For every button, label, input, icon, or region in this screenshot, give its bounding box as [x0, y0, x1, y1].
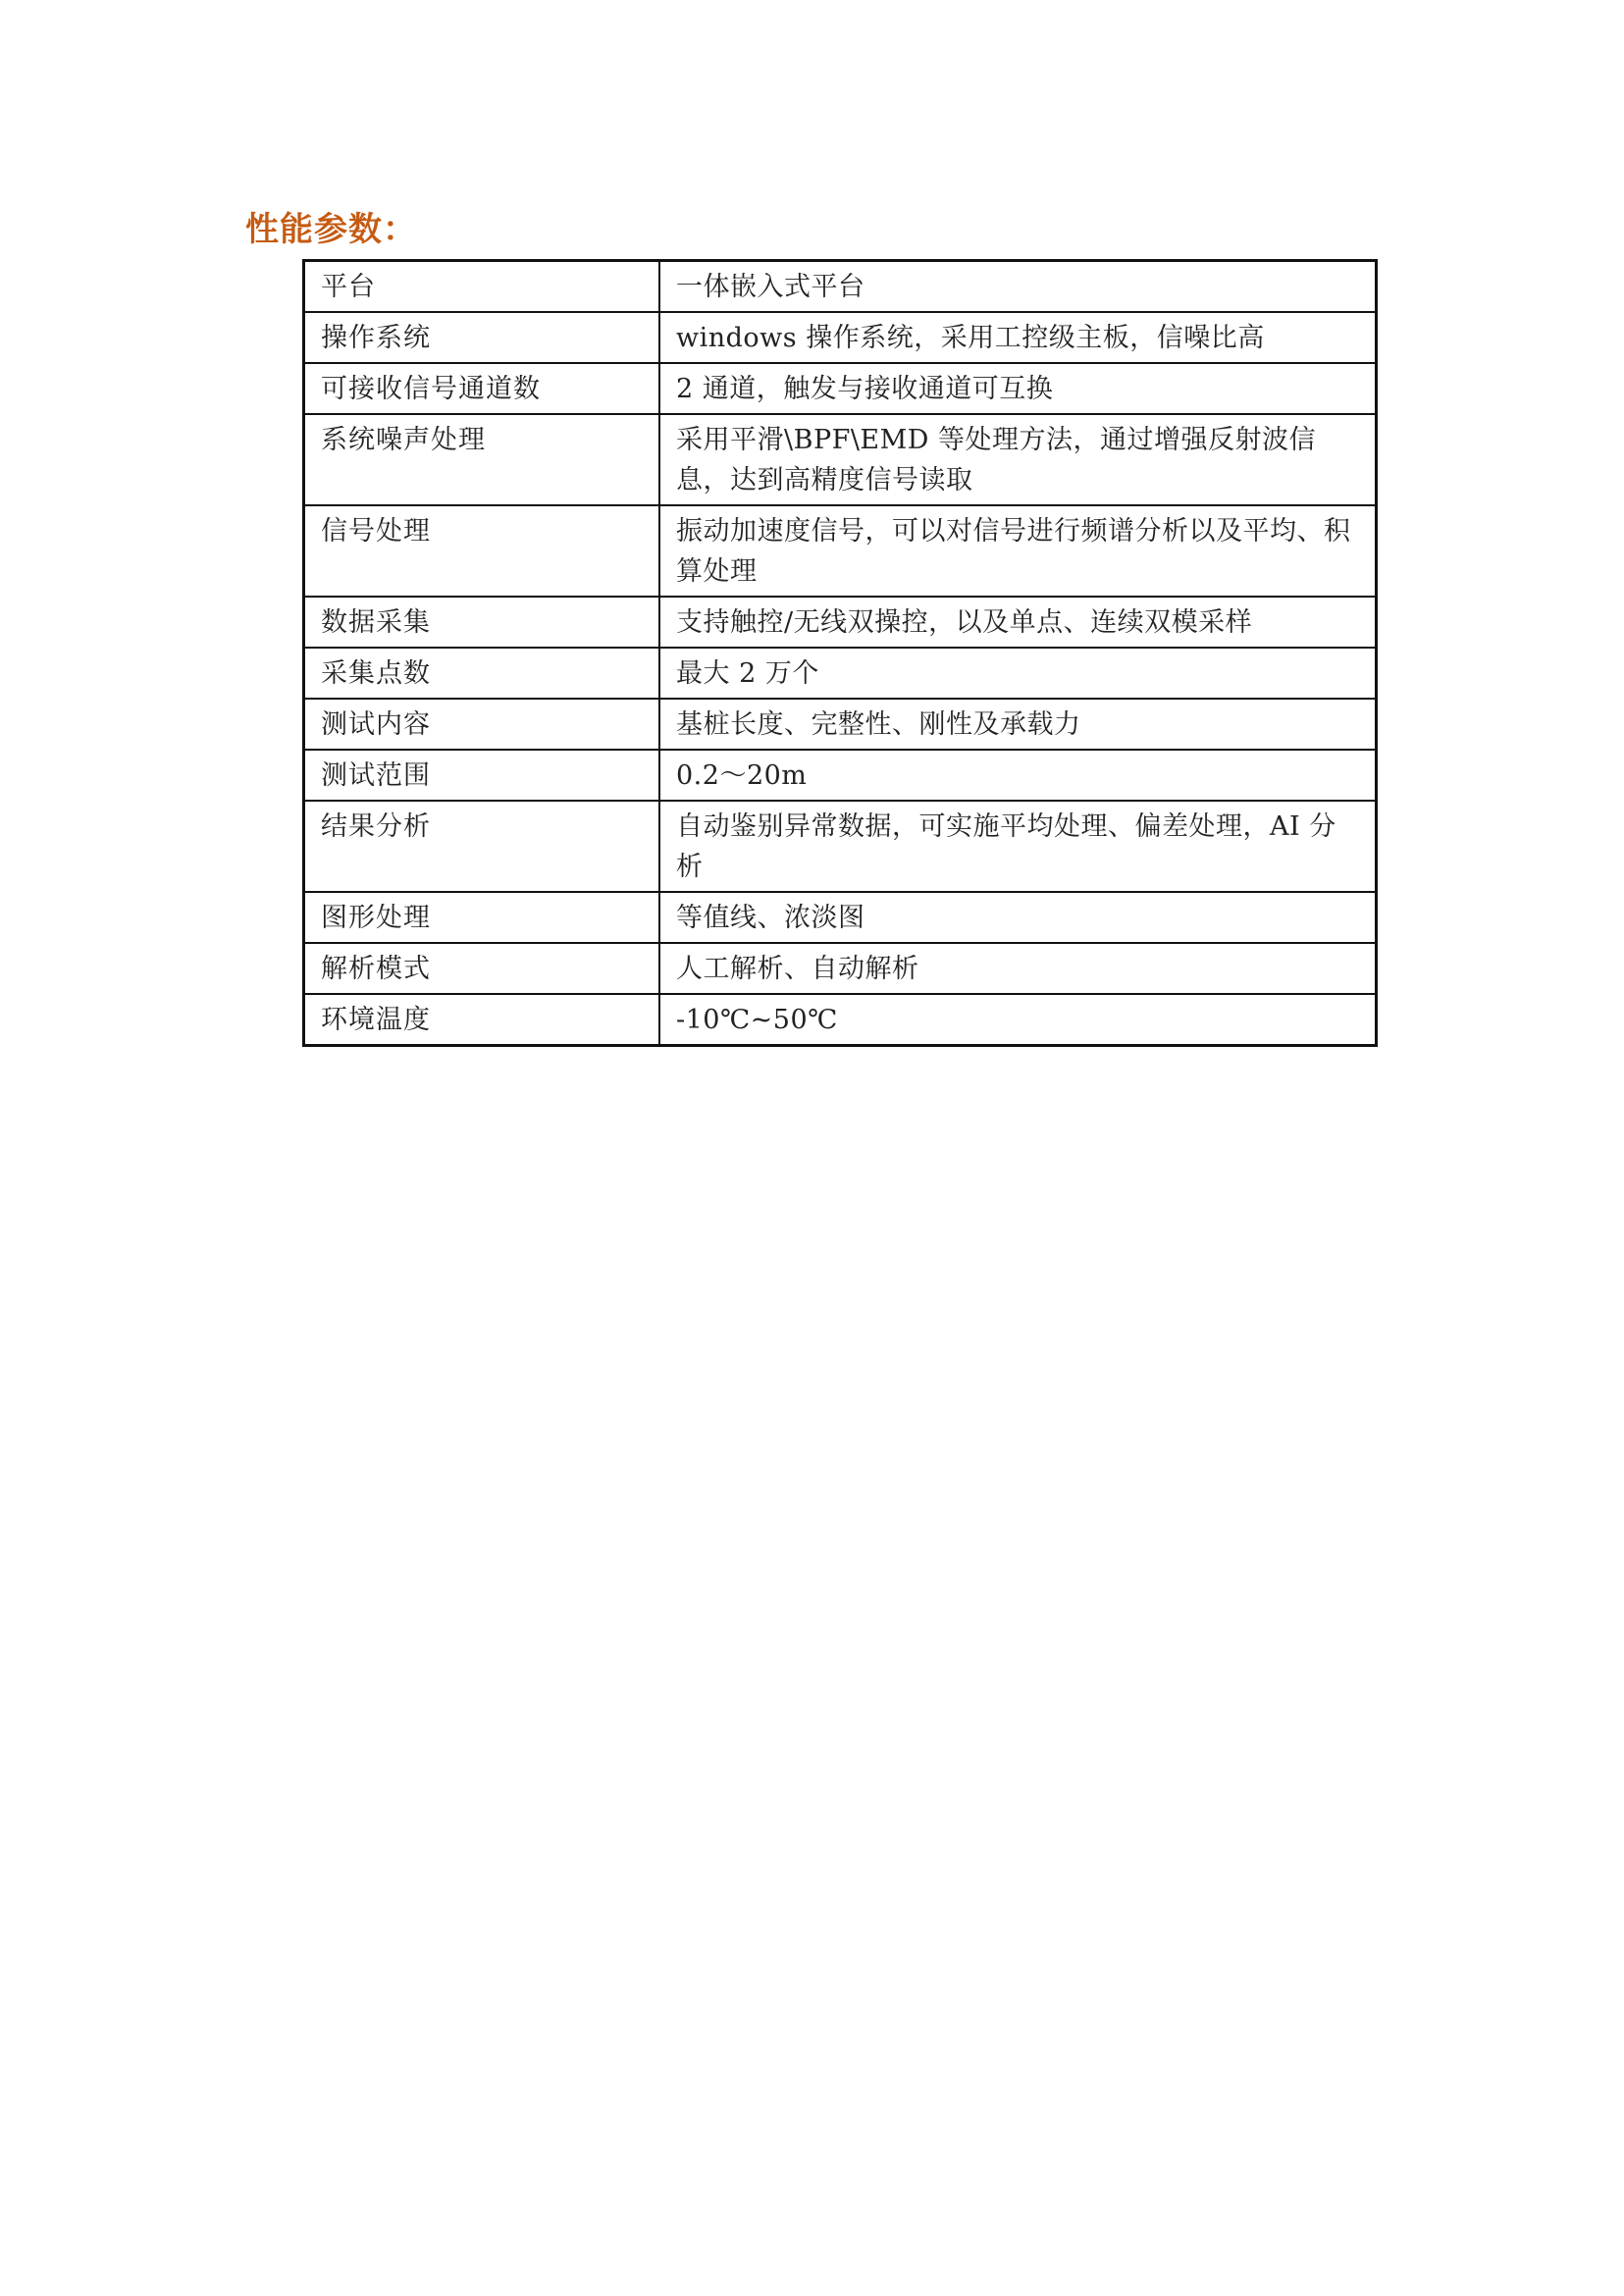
table-row [304, 994, 1377, 1046]
param-value: 自动鉴别异常数据，可实施平均处理、偏差处理，AI 分析 [659, 801, 1377, 892]
param-value: 一体嵌入式平台 [659, 261, 1377, 313]
param-label: 采集点数 [304, 648, 660, 699]
performance-params-table [302, 259, 1378, 1047]
param-label: 环境温度 [304, 994, 660, 1046]
table-row [304, 363, 1377, 414]
param-value: 2 通道，触发与接收通道可互换 [659, 363, 1377, 414]
param-label: 测试范围 [304, 750, 660, 801]
section-title: 性能参数： [245, 210, 417, 249]
param-value: 采用平滑\BPF\EMD 等处理方法，通过增强反射波信息，达到高精度信号读取 [659, 414, 1377, 505]
param-label: 操作系统 [304, 312, 660, 363]
table-row [304, 648, 1377, 699]
param-label: 数据采集 [304, 597, 660, 648]
param-value: 等值线、浓淡图 [659, 892, 1377, 943]
table-row [304, 750, 1377, 801]
table-row [304, 597, 1377, 648]
param-value: 支持触控/无线双操控，以及单点、连续双模采样 [659, 597, 1377, 648]
param-value: -10℃~50℃ [659, 994, 1377, 1046]
table-row [304, 943, 1377, 994]
table-row [304, 261, 1377, 313]
param-label: 结果分析 [304, 801, 660, 892]
table-row [304, 414, 1377, 505]
param-value: windows 操作系统，采用工控级主板，信噪比高 [659, 312, 1377, 363]
param-value: 振动加速度信号，可以对信号进行频谱分析以及平均、积算处理 [659, 505, 1377, 597]
param-value: 基桩长度、完整性、刚性及承载力 [659, 699, 1377, 750]
param-label: 系统噪声处理 [304, 414, 660, 505]
param-label: 测试内容 [304, 699, 660, 750]
param-label: 信号处理 [304, 505, 660, 597]
table-row [304, 312, 1377, 363]
param-label: 图形处理 [304, 892, 660, 943]
param-value: 最大 2 万个 [659, 648, 1377, 699]
table-row [304, 892, 1377, 943]
param-label: 解析模式 [304, 943, 660, 994]
param-value: 人工解析、自动解析 [659, 943, 1377, 994]
param-value: 0.2～20m [659, 750, 1377, 801]
table-row [304, 699, 1377, 750]
table-row [304, 801, 1377, 892]
param-label: 可接收信号通道数 [304, 363, 660, 414]
param-label: 平台 [304, 261, 660, 313]
table-row [304, 505, 1377, 597]
